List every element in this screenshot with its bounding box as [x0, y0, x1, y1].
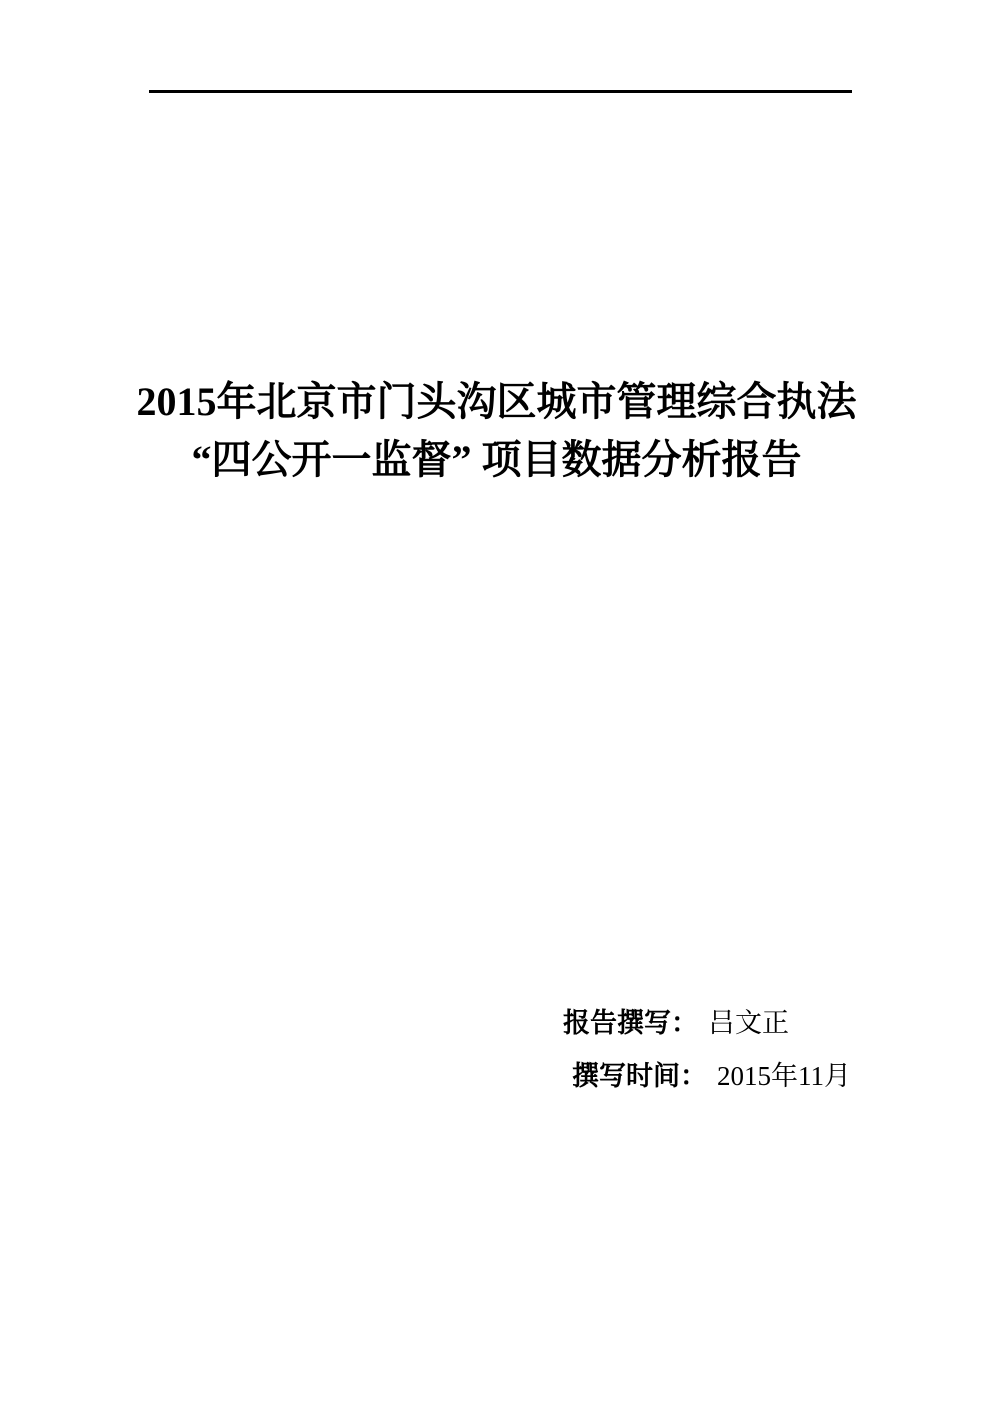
author-row: [563, 1008, 851, 1038]
date-label: 撰写时间：: [572, 1061, 707, 1091]
date-row: [572, 1061, 851, 1091]
author-value: 吕文正: [708, 1008, 789, 1038]
title-line-1: 2015年北京市门头沟区城市管理综合执法: [136, 379, 857, 424]
title-line-2: “四公开一监督” 项目数据分析报告: [191, 437, 802, 482]
date-value: 2015年11月: [717, 1061, 851, 1091]
author-label: 报告撰写：: [563, 1008, 698, 1038]
document-title: [0, 373, 993, 489]
header-rule: [149, 90, 852, 93]
byline-block: [563, 1008, 851, 1091]
